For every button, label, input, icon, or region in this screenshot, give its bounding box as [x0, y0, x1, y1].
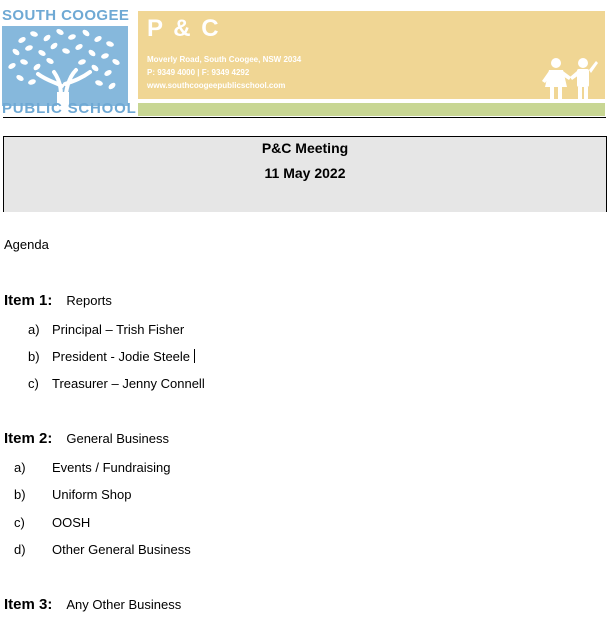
list-item-text: Treasurer – Jenny Connell — [52, 376, 205, 391]
list-item-text: OOSH — [52, 515, 91, 530]
list-item — [14, 542, 314, 558]
list-item-letter: a) — [28, 322, 40, 337]
list-item-letter: c) — [28, 376, 39, 391]
agenda-item-3 — [4, 596, 181, 614]
list-item-letter: d) — [14, 542, 26, 557]
pc-banner — [138, 11, 605, 99]
list-item — [28, 349, 288, 365]
list-item-text: Events / Fundraising — [52, 460, 171, 475]
item-title: Any Other Business — [66, 597, 182, 612]
list-item-letter: c) — [14, 515, 25, 530]
list-item-letter: a) — [14, 460, 26, 475]
school-phone-fax: P: 9349 4000 | F: 9349 4292 — [147, 68, 250, 77]
list-item — [14, 460, 314, 476]
agenda-item-2 — [4, 430, 169, 448]
children-icon — [541, 57, 599, 101]
list-item — [14, 487, 314, 503]
header-rule — [3, 117, 606, 118]
list-item — [14, 515, 314, 531]
item-title: General Business — [66, 431, 169, 446]
list-item — [28, 376, 288, 392]
text-cursor — [194, 349, 195, 363]
school-logo — [2, 7, 137, 118]
list-item-text: President - Jodie Steele — [52, 349, 191, 364]
school-name-top: SOUTH COOGEE — [2, 7, 130, 24]
list-item-text: Uniform Shop — [52, 487, 132, 502]
tree-logo-icon — [2, 26, 128, 106]
item-number: Item 3: — [4, 596, 53, 613]
meeting-title: P&C Meeting — [261, 140, 349, 156]
list-item-text: Principal – Trish Fisher — [52, 322, 185, 337]
agenda-item-1 — [4, 292, 112, 310]
list-item-letter: b) — [28, 349, 40, 364]
meeting-header-box — [3, 136, 607, 212]
school-website: www.southcoogeepublicschool.com — [147, 81, 286, 90]
school-address: Moverly Road, South Coogee, NSW 2034 — [147, 55, 302, 64]
agenda-label: Agenda — [4, 237, 49, 252]
item-number: Item 1: — [4, 292, 53, 309]
item-number: Item 2: — [4, 430, 53, 447]
list-item — [28, 322, 288, 338]
meeting-date: 11 May 2022 — [264, 165, 346, 181]
banner-title: P & C — [147, 15, 221, 42]
list-item-letter: b) — [14, 487, 26, 502]
green-accent-bar — [138, 103, 605, 116]
item-title: Reports — [66, 293, 112, 308]
school-name-bottom: PUBLIC SCHOOL — [2, 100, 137, 117]
list-item-text-wrap — [52, 349, 195, 364]
list-item-text: Other General Business — [52, 542, 191, 557]
